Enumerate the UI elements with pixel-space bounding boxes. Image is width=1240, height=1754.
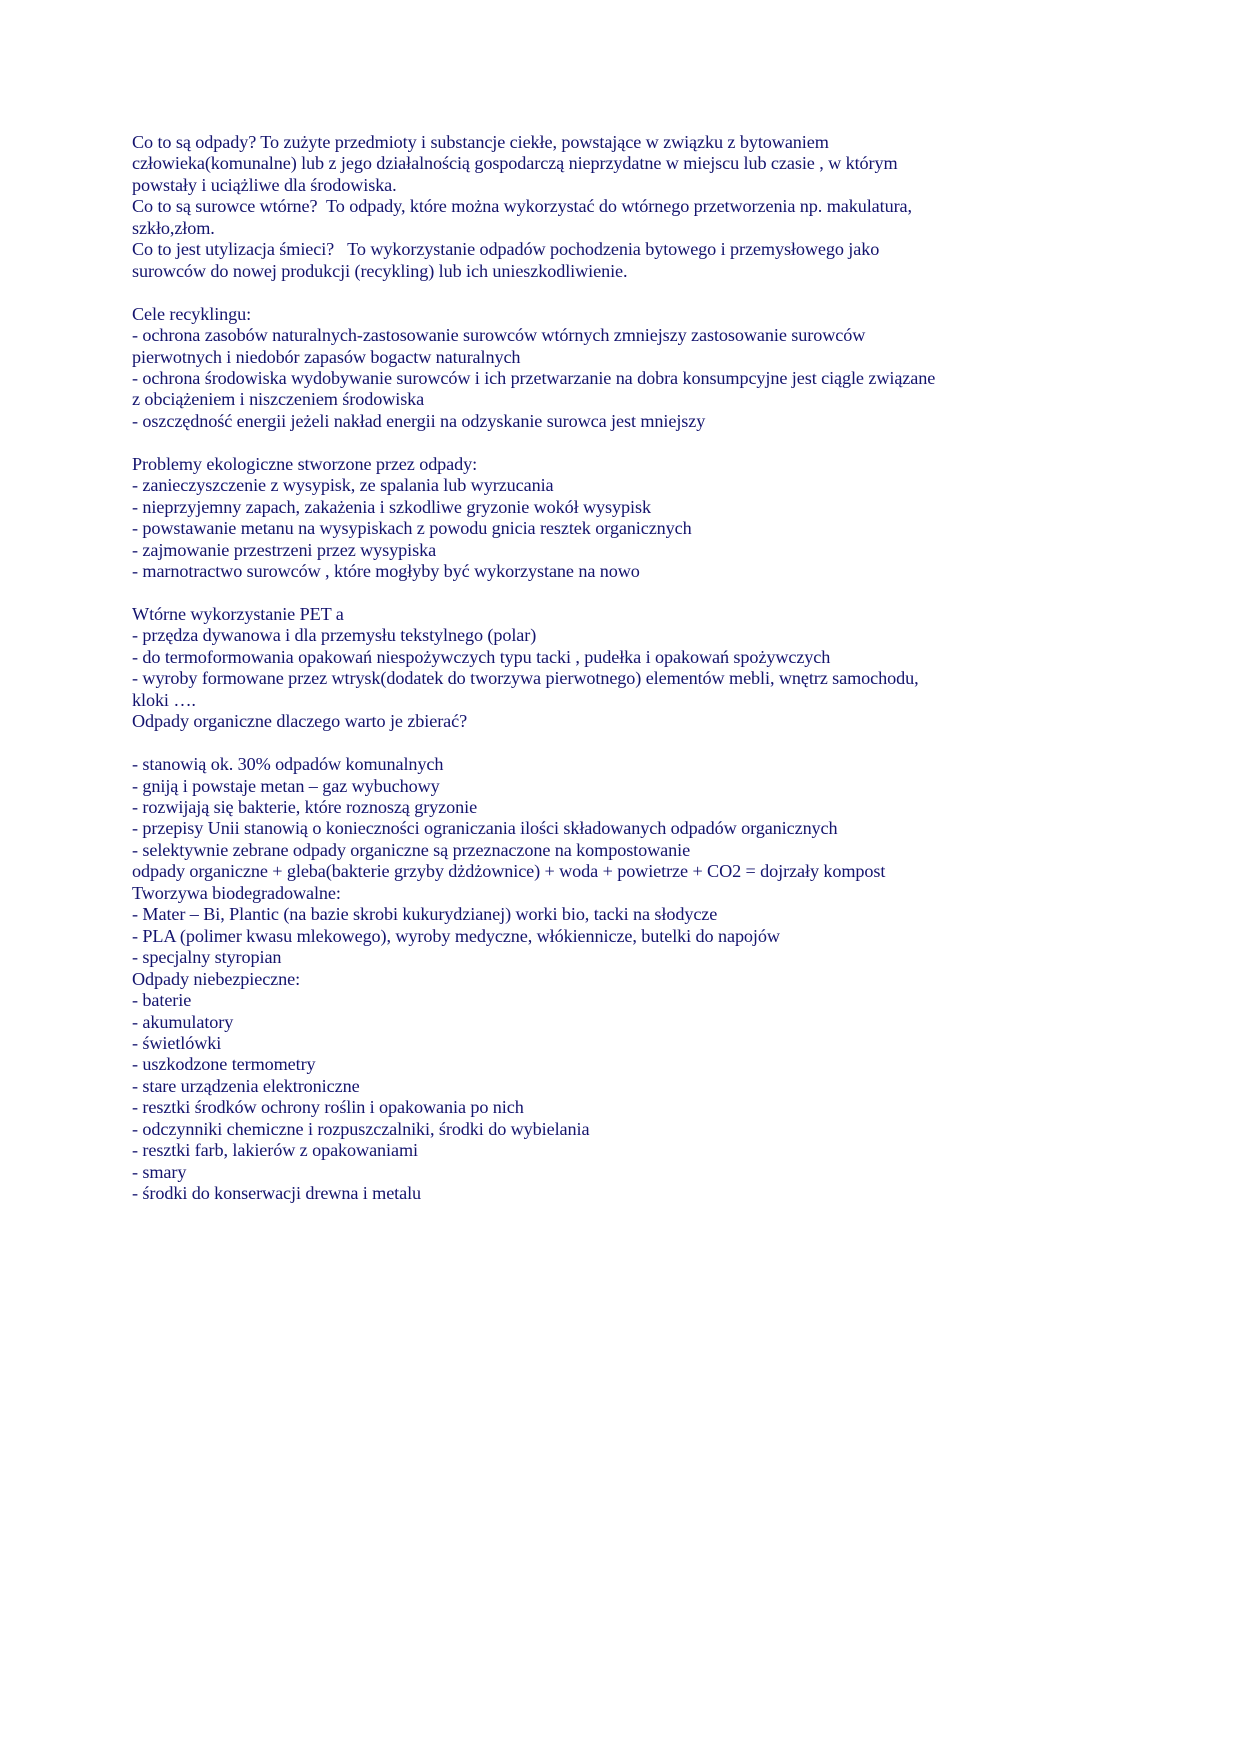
section-heading: Wtórne wykorzystanie PET a: [132, 603, 344, 624]
list-item: - przędza dywanowa i dla przemysłu tekstylnego (polar): [132, 625, 537, 646]
list-item: - środki do konserwacji drewna i metalu: [132, 1183, 422, 1204]
list-item: - wyroby formowane przez wtrysk(dodatek do tworzywa pierwotnego) elementów mebli, wnętrz samochodu,: [132, 668, 919, 689]
list-item: - oszczędność energii jeżeli nakład energii na odzyskanie surowca jest mniejszy: [132, 410, 706, 431]
list-item: - smary: [132, 1161, 187, 1182]
list-item: - PLA (polimer kwasu mlekowego), wyroby medyczne, włókiennicze, butelki do napojów: [132, 925, 780, 946]
list-item: - ochrona środowiska wydobywanie surowców i ich przetwarzanie na dobra konsumpcyjne jest ciągle związane: [132, 367, 936, 388]
list-item: - zanieczyszczenie z wysypisk, ze spalania lub wyrzucania: [132, 475, 554, 496]
list-item: - gniją i powstaje metan – gaz wybuchowy: [132, 775, 440, 796]
organic-waste-section: [132, 711, 1112, 883]
list-item: - resztki farb, lakierów z opakowaniami: [132, 1140, 418, 1161]
text-line: człowieka(komunalne) lub z jego działalnością gospodarczą nieprzydatne w miejscu lub czasie , w którym: [132, 153, 898, 174]
section-heading: Odpady organiczne dlaczego warto je zbierać?: [132, 711, 468, 732]
list-item: - marnotractwo surowców , które mogłyby być wykorzystane na nowo: [132, 561, 640, 582]
list-item: - świetlówki: [132, 1032, 222, 1053]
list-item: - powstawanie metanu na wysypiskach z powodu gnicia resztek organicznych: [132, 518, 692, 539]
spacer: [132, 733, 1112, 754]
intro-section: [132, 132, 1112, 282]
pet-reuse-section: [132, 604, 1112, 711]
list-item: - Mater – Bi, Plantic (na bazie skrobi kukurydzianej) worki bio, tacki na słodycze: [132, 904, 718, 925]
list-item: - specjalny styropian: [132, 947, 282, 968]
compost-formula: odpady organiczne + gleba(bakterie grzyby dżdżownice) + woda + powietrze + CO2 = dojrzały kompost: [132, 861, 886, 882]
biodegradable-section: [132, 883, 1112, 969]
list-item: - odczynniki chemiczne i rozpuszczalniki, środki do wybielania: [132, 1118, 590, 1139]
text-line: Co to jest utylizacja śmieci? To wykorzystanie odpadów pochodzenia bytowego i przemysłowego jako: [132, 239, 880, 260]
list-item: kloki ….: [132, 689, 196, 710]
list-item: - ochrona zasobów naturalnych-zastosowanie surowców wtórnych zmniejszy zastosowanie surowców: [132, 325, 866, 346]
list-item: - zajmowanie przestrzeni przez wysypiska: [132, 539, 437, 560]
spacer: [132, 432, 1112, 453]
text-line: szkło,złom.: [132, 217, 215, 238]
hazardous-section: [132, 969, 1112, 1205]
text-line: Co to są surowce wtórne? To odpady, które można wykorzystać do wtórnego przetworzenia np. makulatura,: [132, 196, 912, 217]
recycling-goals-section: [132, 304, 1112, 433]
list-item: - baterie: [132, 990, 192, 1011]
list-item: - rozwijają się bakterie, które roznoszą gryzonie: [132, 796, 478, 817]
spacer: [132, 282, 1112, 303]
list-item: - do termoformowania opakowań niespożywczych typu tacki , pudełka i opakowań spożywczych: [132, 646, 831, 667]
list-item: - akumulatory: [132, 1011, 234, 1032]
list-item: - stanowią ok. 30% odpadów komunalnych: [132, 754, 444, 775]
list-item: - resztki środków ochrony roślin i opakowania po nich: [132, 1097, 524, 1118]
section-heading: Cele recyklingu:: [132, 303, 252, 324]
spacer: [132, 582, 1112, 603]
list-item: - przepisy Unii stanowią o konieczności ograniczania ilości składowanych odpadów organicznych: [132, 818, 838, 839]
list-item: z obciążeniem i niszczeniem środowiska: [132, 389, 425, 410]
text-line: Co to są odpady? To zużyte przedmioty i substancje ciekłe, powstające w związku z bytowaniem: [132, 132, 829, 152]
list-item: - uszkodzone termometry: [132, 1054, 316, 1075]
text-line: powstały i uciążliwe dla środowiska.: [132, 174, 397, 195]
document-page: [132, 132, 1112, 1205]
ecological-problems-section: [132, 454, 1112, 583]
section-heading: Tworzywa biodegradowalne:: [132, 882, 341, 903]
list-item: pierwotnych i niedobór zapasów bogactw naturalnych: [132, 346, 521, 367]
text-line: surowców do nowej produkcji (recykling) lub ich unieszkodliwienie.: [132, 260, 628, 281]
list-item: - stare urządzenia elektroniczne: [132, 1075, 360, 1096]
list-item: - selektywnie zebrane odpady organiczne są przeznaczone na kompostowanie: [132, 839, 691, 860]
section-heading: Problemy ekologiczne stworzone przez odpady:: [132, 453, 478, 474]
section-heading: Odpady niebezpieczne:: [132, 968, 301, 989]
list-item: - nieprzyjemny zapach, zakażenia i szkodliwe gryzonie wokół wysypisk: [132, 496, 651, 517]
